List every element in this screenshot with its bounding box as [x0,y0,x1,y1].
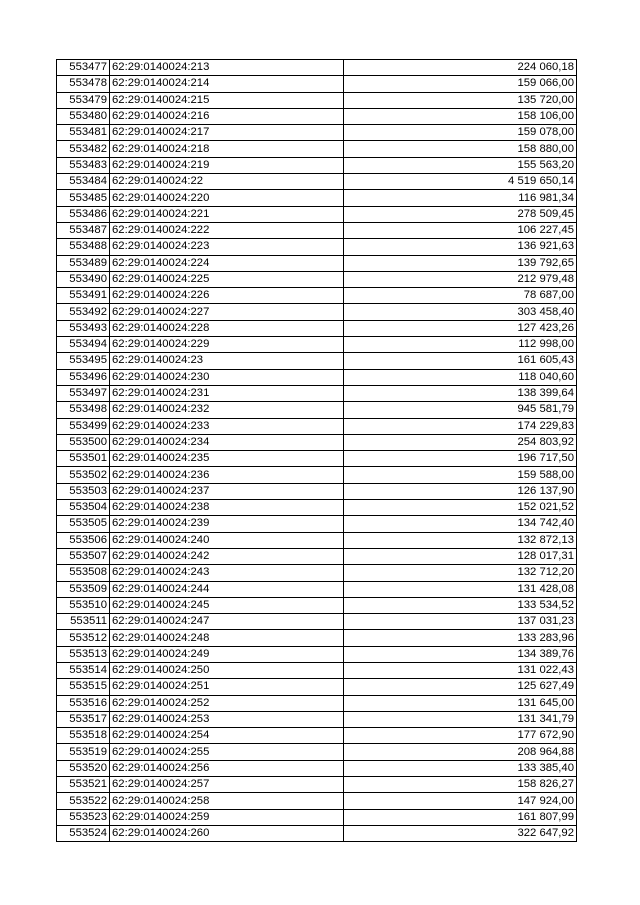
cadastral-value-cell: 208 964,88 [344,744,577,760]
table-row [57,141,577,157]
table-row [57,353,577,369]
cadastral-number-cell: 62:29:0140024:232 [110,402,344,418]
table-row [57,467,577,483]
cadastral-number-cell: 62:29:0140024:223 [110,239,344,255]
cadastral-number-cell: 62:29:0140024:234 [110,434,344,450]
cadastral-number-cell: 62:29:0140024:243 [110,565,344,581]
row-number-cell: 553521 [57,777,110,793]
row-number-cell: 553490 [57,271,110,287]
cadastral-value-cell: 303 458,40 [344,304,577,320]
table-row [57,451,577,467]
cadastral-value-cell: 126 137,90 [344,483,577,499]
cadastral-number-cell: 62:29:0140024:258 [110,793,344,809]
cadastral-number-cell: 62:29:0140024:245 [110,597,344,613]
cadastral-number-cell: 62:29:0140024:253 [110,711,344,727]
row-number-cell: 553499 [57,418,110,434]
cadastral-number-cell: 62:29:0140024:249 [110,646,344,662]
table-row [57,174,577,190]
cadastral-number-cell: 62:29:0140024:225 [110,271,344,287]
cadastral-value-cell: 158 106,00 [344,108,577,124]
cadastral-value-cell: 118 040,60 [344,369,577,385]
cadastral-value-cell: 155 563,20 [344,157,577,173]
row-number-cell: 553505 [57,516,110,532]
table-row [57,565,577,581]
row-number-cell: 553516 [57,695,110,711]
table-body [57,60,577,842]
cadastral-value-cell: 116 981,34 [344,190,577,206]
row-number-cell: 553485 [57,190,110,206]
cadastral-number-cell: 62:29:0140024:220 [110,190,344,206]
row-number-cell: 553486 [57,206,110,222]
cadastral-value-cell: 945 581,79 [344,402,577,418]
table-row [57,125,577,141]
table-row [57,190,577,206]
table-row [57,304,577,320]
table-row [57,777,577,793]
table-row [57,597,577,613]
cadastral-number-cell: 62:29:0140024:259 [110,809,344,825]
row-number-cell: 553510 [57,597,110,613]
cadastral-number-cell: 62:29:0140024:256 [110,760,344,776]
cadastral-number-cell: 62:29:0140024:260 [110,825,344,841]
table-row [57,255,577,271]
row-number-cell: 553477 [57,60,110,76]
table-row [57,581,577,597]
row-number-cell: 553482 [57,141,110,157]
cadastral-value-cell: 131 428,08 [344,581,577,597]
table-row [57,337,577,353]
cadastral-value-cell: 131 022,43 [344,662,577,678]
cadastral-value-cell: 127 423,26 [344,320,577,336]
cadastral-number-cell: 62:29:0140024:257 [110,777,344,793]
cadastral-value-cell: 132 872,13 [344,532,577,548]
cadastral-number-cell: 62:29:0140024:237 [110,483,344,499]
table-row [57,483,577,499]
cadastral-number-cell: 62:29:0140024:215 [110,92,344,108]
cadastral-number-cell: 62:29:0140024:248 [110,630,344,646]
cadastral-number-cell: 62:29:0140024:238 [110,500,344,516]
row-number-cell: 553519 [57,744,110,760]
cadastral-number-cell: 62:29:0140024:221 [110,206,344,222]
cadastral-value-cell: 132 712,20 [344,565,577,581]
row-number-cell: 553496 [57,369,110,385]
row-number-cell: 553504 [57,500,110,516]
cadastral-value-cell: 278 509,45 [344,206,577,222]
cadastral-value-cell: 158 826,27 [344,777,577,793]
row-number-cell: 553512 [57,630,110,646]
cadastral-number-cell: 62:29:0140024:247 [110,614,344,630]
cadastral-value-cell: 254 803,92 [344,434,577,450]
cadastral-value-cell: 322 647,92 [344,825,577,841]
cadastral-value-cell: 78 687,00 [344,288,577,304]
row-number-cell: 553498 [57,402,110,418]
table-row [57,825,577,841]
cadastral-value-cell: 135 720,00 [344,92,577,108]
table-row [57,695,577,711]
table-row [57,288,577,304]
cadastral-number-cell: 62:29:0140024:229 [110,337,344,353]
row-number-cell: 553511 [57,614,110,630]
cadastral-number-cell: 62:29:0140024:222 [110,222,344,238]
table-row [57,369,577,385]
table-row [57,630,577,646]
cadastral-number-cell: 62:29:0140024:242 [110,548,344,564]
row-number-cell: 553509 [57,581,110,597]
cadastral-value-cell: 147 924,00 [344,793,577,809]
table-row [57,92,577,108]
cadastral-value-cell: 161 605,43 [344,353,577,369]
table-row [57,679,577,695]
cadastral-number-cell: 62:29:0140024:251 [110,679,344,695]
table-row [57,76,577,92]
row-number-cell: 553501 [57,451,110,467]
cadastral-number-cell: 62:29:0140024:227 [110,304,344,320]
table-row [57,60,577,76]
row-number-cell: 553497 [57,385,110,401]
cadastral-value-cell: 152 021,52 [344,500,577,516]
table-row [57,157,577,173]
table-row [57,532,577,548]
cadastral-number-cell: 62:29:0140024:254 [110,728,344,744]
table-row [57,108,577,124]
row-number-cell: 553493 [57,320,110,336]
row-number-cell: 553484 [57,174,110,190]
cadastral-value-cell: 196 717,50 [344,451,577,467]
cadastral-number-cell: 62:29:0140024:217 [110,125,344,141]
table-row [57,516,577,532]
table-row [57,320,577,336]
cadastral-number-cell: 62:29:0140024:239 [110,516,344,532]
table-row [57,500,577,516]
cadastral-value-cell: 131 645,00 [344,695,577,711]
cadastral-number-cell: 62:29:0140024:214 [110,76,344,92]
cadastral-value-table [56,59,577,842]
row-number-cell: 553491 [57,288,110,304]
cadastral-number-cell: 62:29:0140024:240 [110,532,344,548]
row-number-cell: 553483 [57,157,110,173]
table-row [57,418,577,434]
cadastral-number-cell: 62:29:0140024:226 [110,288,344,304]
cadastral-value-cell: 159 066,00 [344,76,577,92]
table-row [57,744,577,760]
table-row [57,662,577,678]
cadastral-value-cell: 128 017,31 [344,548,577,564]
cadastral-number-cell: 62:29:0140024:219 [110,157,344,173]
row-number-cell: 553489 [57,255,110,271]
cadastral-number-cell: 62:29:0140024:250 [110,662,344,678]
row-number-cell: 553514 [57,662,110,678]
row-number-cell: 553494 [57,337,110,353]
cadastral-value-cell: 139 792,65 [344,255,577,271]
row-number-cell: 553523 [57,809,110,825]
cadastral-value-cell: 133 534,52 [344,597,577,613]
cadastral-number-cell: 62:29:0140024:216 [110,108,344,124]
cadastral-number-cell: 62:29:0140024:228 [110,320,344,336]
cadastral-number-cell: 62:29:0140024:235 [110,451,344,467]
cadastral-value-cell: 174 229,83 [344,418,577,434]
row-number-cell: 553502 [57,467,110,483]
cadastral-value-cell: 131 341,79 [344,711,577,727]
table-row [57,206,577,222]
cadastral-value-cell: 138 399,64 [344,385,577,401]
table-row [57,728,577,744]
table-row [57,402,577,418]
cadastral-number-cell: 62:29:0140024:22 [110,174,344,190]
row-number-cell: 553524 [57,825,110,841]
table-row [57,548,577,564]
row-number-cell: 553478 [57,76,110,92]
row-number-cell: 553480 [57,108,110,124]
cadastral-number-cell: 62:29:0140024:230 [110,369,344,385]
table-row [57,809,577,825]
row-number-cell: 553479 [57,92,110,108]
row-number-cell: 553507 [57,548,110,564]
row-number-cell: 553487 [57,222,110,238]
row-number-cell: 553503 [57,483,110,499]
row-number-cell: 553488 [57,239,110,255]
cadastral-number-cell: 62:29:0140024:252 [110,695,344,711]
table-row [57,271,577,287]
cadastral-value-cell: 134 389,76 [344,646,577,662]
row-number-cell: 553513 [57,646,110,662]
cadastral-value-cell: 4 519 650,14 [344,174,577,190]
cadastral-number-cell: 62:29:0140024:231 [110,385,344,401]
cadastral-value-cell: 125 627,49 [344,679,577,695]
row-number-cell: 553515 [57,679,110,695]
table-row [57,222,577,238]
cadastral-number-cell: 62:29:0140024:236 [110,467,344,483]
cadastral-value-cell: 158 880,00 [344,141,577,157]
cadastral-value-cell: 161 807,99 [344,809,577,825]
cadastral-value-cell: 212 979,48 [344,271,577,287]
cadastral-value-cell: 136 921,63 [344,239,577,255]
cadastral-value-cell: 137 031,23 [344,614,577,630]
table-row [57,793,577,809]
table-row [57,385,577,401]
row-number-cell: 553495 [57,353,110,369]
cadastral-number-cell: 62:29:0140024:224 [110,255,344,271]
row-number-cell: 553508 [57,565,110,581]
cadastral-value-cell: 133 283,96 [344,630,577,646]
cadastral-number-cell: 62:29:0140024:244 [110,581,344,597]
row-number-cell: 553520 [57,760,110,776]
cadastral-value-cell: 133 385,40 [344,760,577,776]
row-number-cell: 553506 [57,532,110,548]
cadastral-value-cell: 106 227,45 [344,222,577,238]
row-number-cell: 553517 [57,711,110,727]
row-number-cell: 553481 [57,125,110,141]
cadastral-number-cell: 62:29:0140024:255 [110,744,344,760]
cadastral-value-cell: 112 998,00 [344,337,577,353]
table-row [57,646,577,662]
row-number-cell: 553518 [57,728,110,744]
cadastral-number-cell: 62:29:0140024:213 [110,60,344,76]
cadastral-value-cell: 159 588,00 [344,467,577,483]
table-row [57,614,577,630]
cadastral-value-cell: 134 742,40 [344,516,577,532]
table-row [57,760,577,776]
table-row [57,711,577,727]
table-row [57,239,577,255]
cadastral-value-cell: 159 078,00 [344,125,577,141]
row-number-cell: 553492 [57,304,110,320]
table-row [57,434,577,450]
cadastral-number-cell: 62:29:0140024:233 [110,418,344,434]
cadastral-number-cell: 62:29:0140024:23 [110,353,344,369]
cadastral-number-cell: 62:29:0140024:218 [110,141,344,157]
cadastral-value-cell: 224 060,18 [344,60,577,76]
cadastral-value-cell: 177 672,90 [344,728,577,744]
row-number-cell: 553522 [57,793,110,809]
row-number-cell: 553500 [57,434,110,450]
